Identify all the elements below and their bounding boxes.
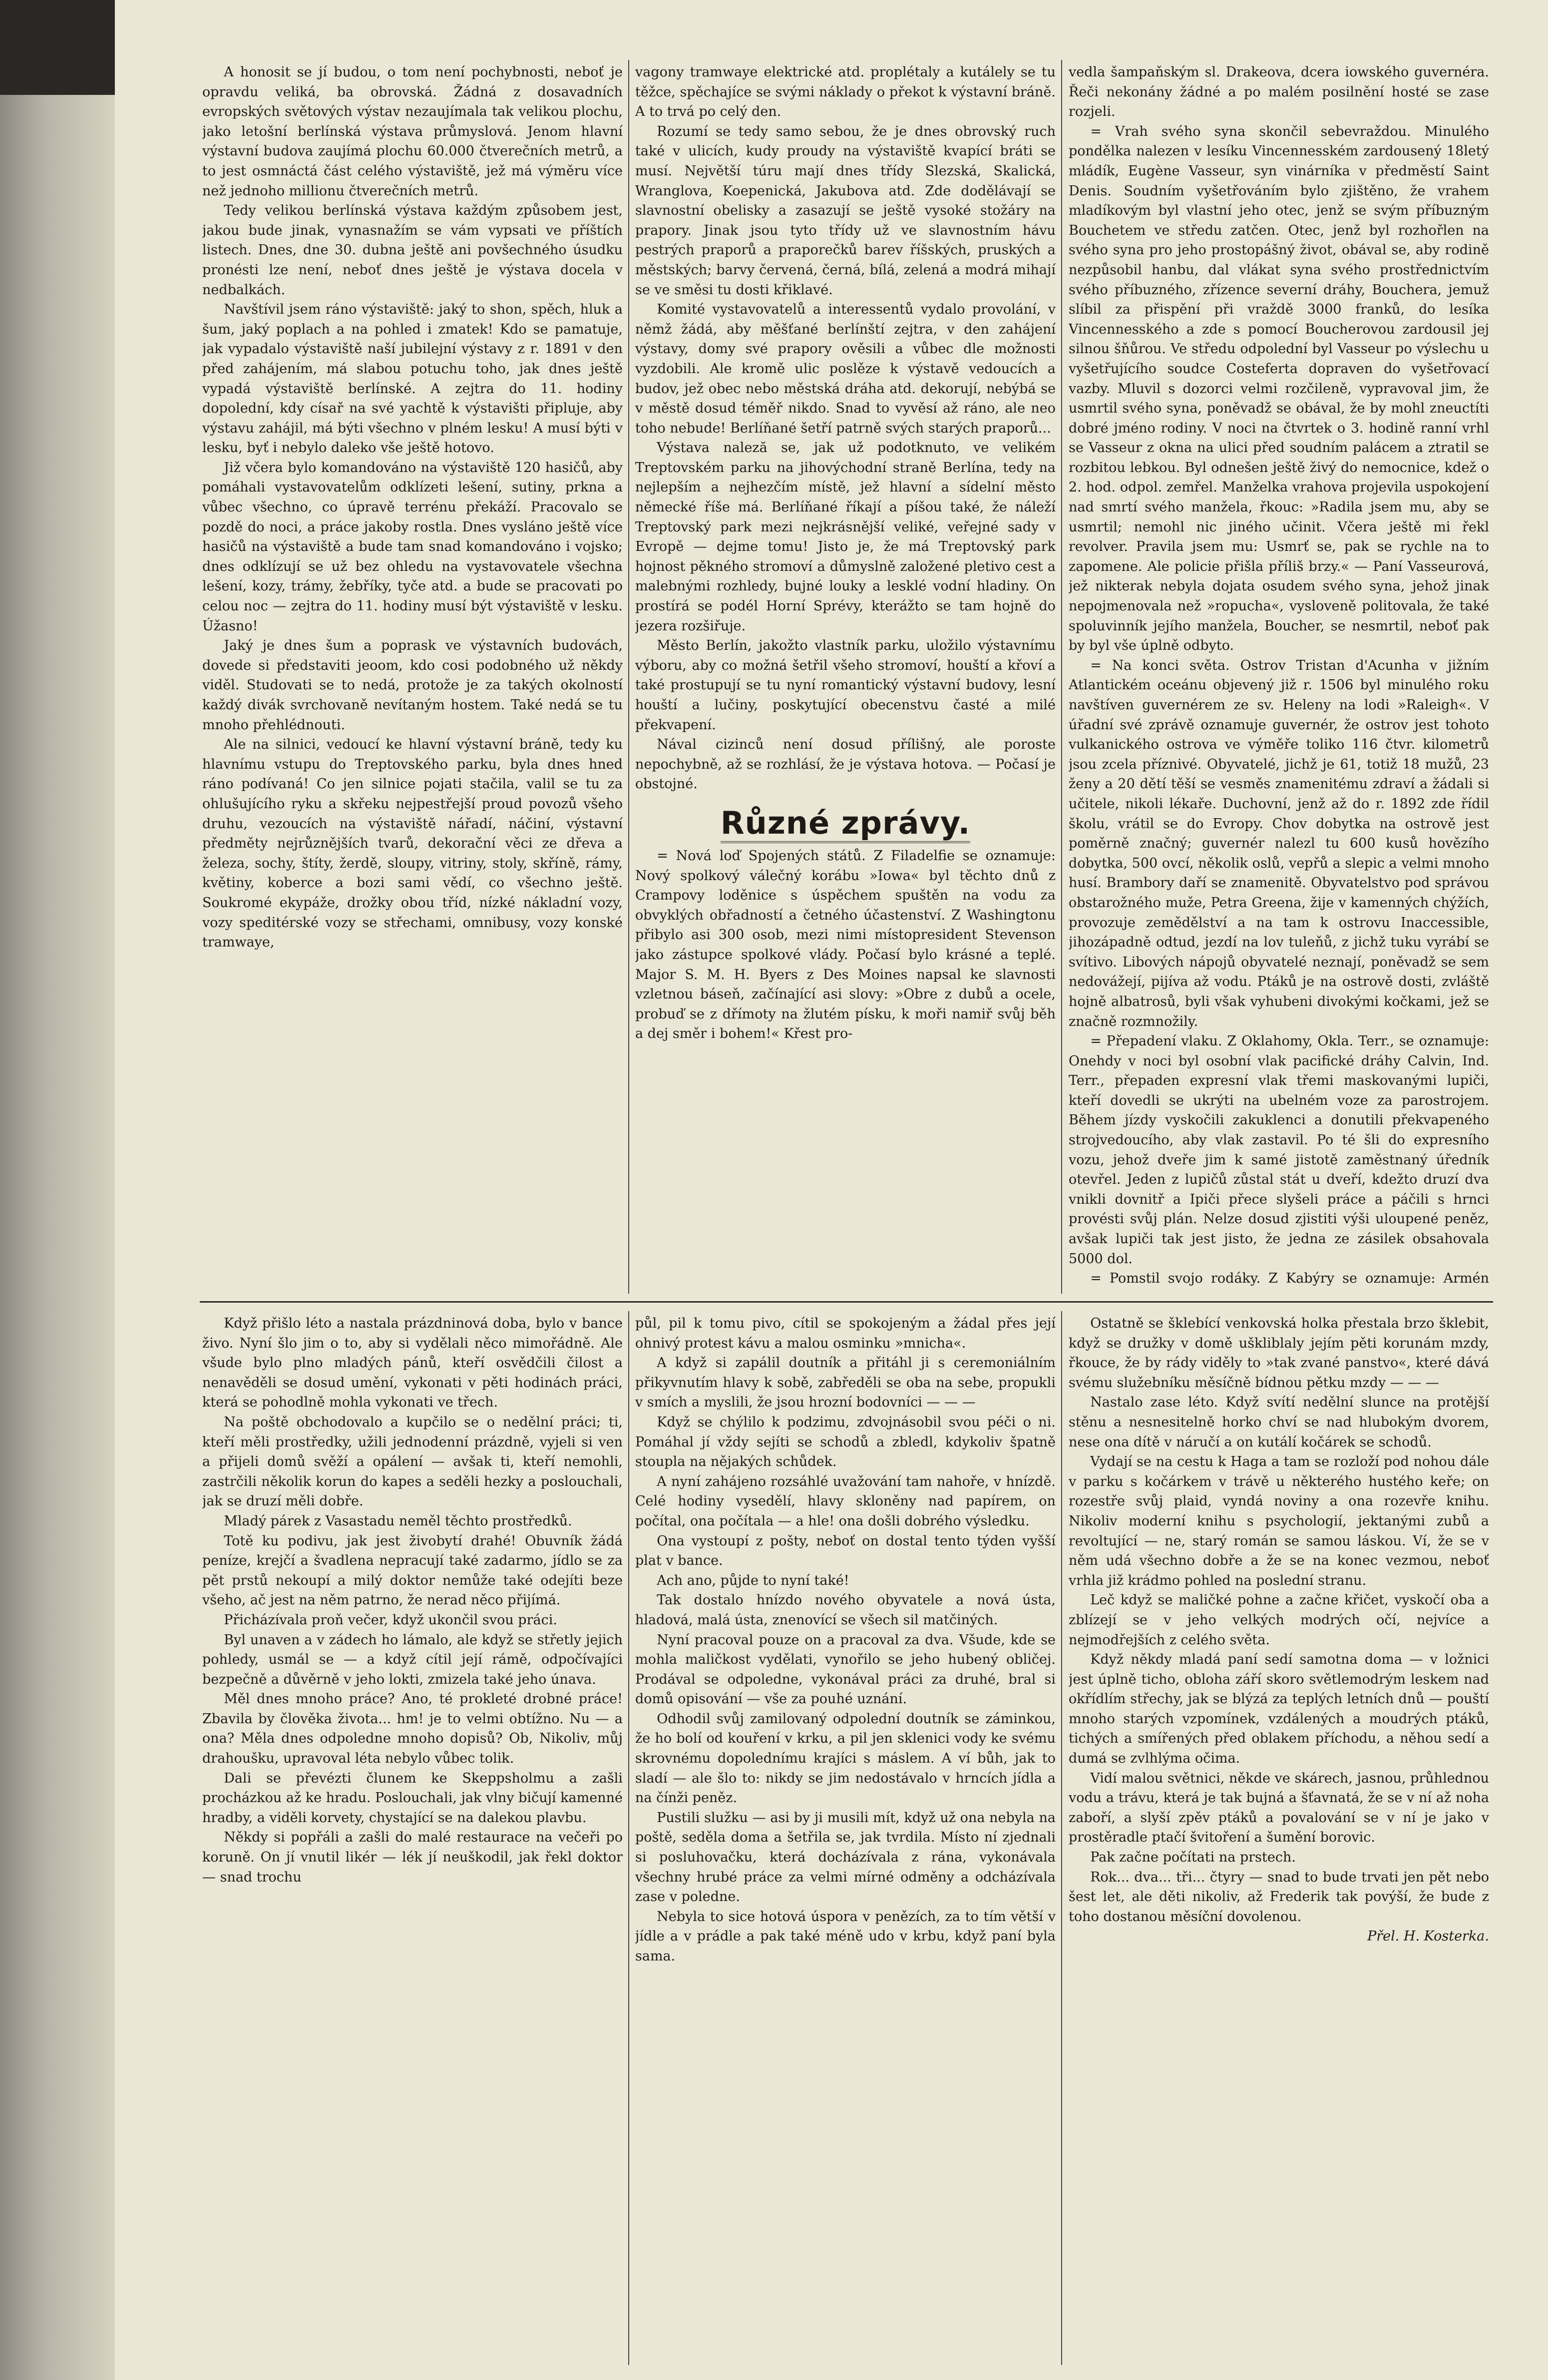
paragraph: Na poště obchodovalo a kupčilo se o nedělní práci; ti, kteří měli prostředky, užili jednodenní prázdně, vyjeli si ven a přijeli domů svěží a opálení — avšak ti, kteří nemohli, zastrčili několik korun do kapes a seděli hezky a poslouchali, jak se druzí měli dobře.	[202, 1414, 623, 1509]
book-spine	[0, 0, 115, 2380]
paragraph: Ona vystoupí z pošty, neboť on dostal tento týden vyšší plat v bance.	[635, 1533, 1056, 1569]
story-column-1	[202, 1314, 623, 2363]
paragraph: Dali se převézti člunem ke Skeppsholmu a zašli procházkou až ke hradu. Poslouchali, jak vlny bičují kamenné hradby, a viděli korvety, chystající se na dalekou plavbu.	[202, 1770, 623, 1826]
feuilleton-separator	[200, 1301, 1493, 1303]
story-column-3	[1069, 1314, 1489, 2363]
column-divider	[628, 1311, 629, 2365]
section-title: Různé zprávy.	[635, 803, 1056, 843]
paragraph: Pustili služku — asi by ji musili mít, když už ona nebyla na poště, seděla doma a šetřila se, jak tvrdila. Místo ní zjednali si posluhovačku, která docházívala z rána, vykonávala všechny hrubé práce za velmi mírné odměny a odcházívala zase v poledne.	[635, 1810, 1056, 1905]
paragraph: Když se chýlilo k podzimu, zdvojnásobil svou péči o ni. Pomáhal jí vždy sejíti se schodů a zbledl, kdykoliv špatně stoupla na nějakých schůdek.	[635, 1414, 1056, 1470]
article-column-2	[635, 62, 1056, 1291]
paragraph: Nebyla to sice hotová úspora v penězích, za to tím větší v jídle a v prádle a pak také méně udo v krbu, když paní byla sama.	[635, 1908, 1056, 1964]
paragraph: Nyní pracoval pouze on a pracoval za dva. Všude, kde se mohla maličkost vydělati, vynořilo se jeho hubený obličej. Prodával se odpoledne, vykonával práci za druhé, bral si domů opisování — vše za pouhé uznání.	[635, 1632, 1056, 1707]
paragraph: A nyní zahájeno rozsáhlé uvažování tam nahoře, v hnízdě. Celé hodiny vysedělí, hlavy skloněny nad papírem, on počítal, ona počítala — a hle! ona došli dobrého výsledku.	[635, 1473, 1056, 1529]
paragraph: Tedy velikou berlínská výstava každým způsobem jest, jakou bude jinak, vynasnažím se vám vypsati ve příštích listech. Dnes, dne 30. dubna ještě ani povšechného úsudku pronésti lze není, neboť dnes ještě je výstava docela v nedbalkách.	[202, 203, 623, 298]
column-divider	[628, 60, 629, 1294]
paragraph: A když si zapálil doutník a přitáhl ji s ceremoniálním přikyvnutím hlavy k sobě, zabředěli se oba na sebe, propukli v smích a myslili, že jsou hrozní bodovníci — — —	[635, 1355, 1056, 1411]
paragraph: = Na konci světa. Ostrov Tristan d'Acunha v jižním Atlantickém oceánu objevený již r. 1506 byl minulého roku navštíven guvernérem ze sv. Heleny na lodi »Raleigh«. V úřadní své zprávě oznamuje guvernér, že ostrov jest tohoto vulkanického ostrova ve výměře toliko 116 čtvr. kilometrů jsou zcela příznivé. Obyvatelé, jichž je 61, totiž 18 mužů, 23 ženy a 20 dětí těší se vesměs znamenitému zdraví a žádali si učitele, nikoli lékaře. Duchovní, jenž až do r. 1892 zde řídil školu, vrátil se do Evropy. Chov dobytka na ostrově jest poměrně značný; guvernér nalezl tu 600 kusů hovězího dobytka, 500 ovcí, několik oslů, vepřů a slepic a velmi mnoho husí. Brambory daří se znamenitě. Obyvatelstvo pod správou obstarožného muže, Petra Greena, žije v kamenných chýžích, provozuje zemědělství a na tam k ostrovu Inaccessible, jihozápadně odtud, jezdí na lov tuleňů, z jichž tuku vyrábí se svítivo. Libových nápojů obyvatelé neznají, poněvadž se sem nedovážejí, pijíva až vodu. Ptáků je na ostrově dosti, zvláště hojně albatrosů, byli však vyhubeni divokými kočkami, jež se značně rozmnožily.	[1069, 657, 1489, 1029]
paragraph: Když někdy mladá paní sedí samotna doma — v ložnici jest úplně ticho, obloha září skoro světlemodrým leskem nad okřídlím střechy, jak se blýzá za teplých letních dnů — pouští mnoho starých vzpomínek, vzdálených a moudrých ptáků, tichých a smířených před oblakem příchodu, a něhou sedí a dumá se zvlhlýma očima.	[1069, 1652, 1489, 1767]
book-spine-shadow	[0, 0, 115, 95]
article-column-1	[202, 62, 623, 1291]
paragraph: Nával cizinců není dosud přílišný, ale poroste nepochybně, až se rozhlásí, že je výstava hotova. — Počasí je obstojné.	[635, 737, 1056, 792]
paragraph: A honosit se jí budou, o tom není pochybnosti, neboť je opravdu veliká, ba obrovská. Žádná z dosavadních evropských světových výstav nezaujímala tak velikou plochu, jako letošní berlínská výstava průmyslová. Jenom hlavní výstavní budova zaujímá plochu 60.000 čtverečních metrů, a to jest osmnáctá část celého výstaviště, jež má výměru více než jednoho millionu čtverečních metrů.	[202, 64, 623, 199]
paragraph: Nastalo zase léto. Když svítí nedělní slunce na protější stěnu a nesnesitelně horko chví se nad hlubokým dvorem, nese ona dítě v náručí a on kutálí kočárek se schodů.	[1069, 1395, 1489, 1450]
translator-signature: Přel. H. Kosterka.	[1367, 1928, 1489, 1944]
paragraph: Byl unaven a v zádech ho lámalo, ale když se střetly jejich pohledy, usmál se — a když cítil její rámě, odpočívajíci bezpečně a důvěrně v jeho lokti, zmizela také jeho únava.	[202, 1632, 623, 1687]
paragraph: Jaký je dnes šum a poprask ve výstavních budovách, dovede si představiti jeoom, kdo cosi podobného už někdy viděl. Studovati se to nedá, protože je za takých okolností každý divák svrchovaně nevítaným hostem. Také nedá se tu mnoho přehlédnouti.	[202, 638, 623, 733]
paragraph: Vidí malou světnici, někde ve skárech, jasnou, průhlednou vodu a trávu, která je tak bujná a šťavnatá, že se v ní až noha zaboří, a slyší zpěv ptáků a povalování se v ní je jako v prostěradle ptačí švitoření a šumění borovic.	[1069, 1770, 1489, 1846]
paragraph: vedla šampaňským sl. Drakeova, dcera iowského guvernéra. Řeči nekonány žádné a po malém posilnění hosté se zase rozjeli.	[1069, 64, 1489, 120]
paragraph: Někdy si popřáli a zašli do malé restaurace na večeři po koruně. On jí vnutil likér — lék jí neuškodil, jak řekl doktor — snad trochu	[202, 1830, 623, 1885]
paragraph: Rozumí se tedy samo sebou, že je dnes obrovský ruch také v ulicích, kudy proudy na výstaviště kvapící bráti se musí. Největší túru mají dnes třídy Slezská, Skalická, Wranglova, Koepenická, Jakubova atd. Zde dodělávají se slavnostní obelisky a zasazují se ještě vysoké stožáry na prapory. Jinak jsou tyto třídy už ve slavnostním hávu pestrých praporů a praporečků barev říšských, pruských a městských; barvy červená, černá, bílá, zelená a modrá mihají se ve směsi tu dosti křiklavé.	[635, 123, 1056, 298]
paragraph: = Vrah svého syna skončil sebevraždou. Minulého pondělka nalezen v lesíku Vincennesském zardousený 18letý mládík, Eugène Vasseur, syn vinárníka v předměstí Saint Denis. Soudním vyšetřováním bylo zjištěno, že vrahem mladíkovým byl vlastní jeho otec, jenž se svým příbuzným Bouchetem ve středu zatčen. Otec, jenž byl rozhořlen na svého syna pro jeho prostopášný život, obával se, aby rodině nezpůsobil hanbu, dal vlákat syna svého prostřednictvím svého příbuzného, zřízence severní dráhy, Bouchera, jemuž slíbil za přispění při vraždě 3000 franků, do lesíka Vincennesského a zde s pomocí Boucherovou zardousil jej silnou šňůrou. Ve středu odpolední byl Vasseur po výslechu u vyšetřujícího soudce Costeferta dopraven do vyšetřovací vazby. Mluvil s dozorci velmi rozčileně, vypravoval jim, že usmrtil svého syna, poněvadž se obával, že by mohl zneuctíti dobré jméno rodiny. V noci na čtvrtek o 3. hodině ranní vrhl se Vasseur z okna na ulici před soudním palácem a ztratil se rozbitou lebkou. Byl odnešen ještě živý do nemocnice, kdež o 2. hod. odpol. zemřel. Manželka vrahova projevila uspokojení nad smrtí svého manžela, řkouc: »Radila jsem mu, aby se usmrtil; nemohl nic jiného učinit. Včera ještě mi řekl revolver. Pravila jsem mu: Usmrť se, pak se rychle na to zapomene. Ale policie přišla příliš brzy.« — Paní Vasseurová, jež nikterak nebyla dojata osudem svého syna, jehož jinak nepojmenovala než »ropucha«, vysloveně politovala, že také spoluvinník jejího manžela, Boucher, se nesmrtil, neboť pak by byl vše úplně odbyto.	[1069, 123, 1489, 654]
story-column-2	[635, 1314, 1056, 2363]
paragraph: Leč když se maličké pohne a začne křičet, vyskočí oba a zblízejí se v jeho velkých modrých očí, nejvíce a nejmodřejších z celého světa.	[1069, 1592, 1489, 1648]
paragraph: vagony tramwaye elektrické atd. proplétaly a kutálely se tu těžce, spěchajíce se svými náklady o překot k výstavní bráně. A to trvá po celý den.	[635, 64, 1056, 120]
paragraph: Pak začne počítati na prstech.	[1090, 1850, 1296, 1866]
paragraph: Rok... dva... tři... čtyry — snad to bude trvati jen pět nebo šest let, ale děti nikoliv, až Frederik tak povýší, že bude z toho dostanou měsíční dovolenou.	[1069, 1869, 1489, 1924]
paragraph: Vydají se na cestu k Haga a tam se rozloží pod nohou dále v parku s kočárkem v trávě u některého hustého keře; on rozestře svůj plaid, vyndá noviny a ona rozevře knihu. Nikoliv moderní knihu s psychologií, jektanými zubů a revoltující — ne, starý román se samou láskou. Ví, že se v něm udá všechno dobře a že se na konec vezmou, neboť vrhla již krádmo pohled na poslední stranu.	[1069, 1454, 1489, 1588]
paragraph: Měl dnes mnoho práce? Ano, té prokleté drobné práce! Zbavila by člověka života... hm! je to velmi obtížno. Nu — a ona? Měla dnes odpoledne mnoho dopisů? Ob, Nikoliv, můj drahoušku, upravoval léta nebylo vůbec tolik.	[202, 1691, 623, 1767]
news-column-3	[1069, 62, 1489, 1291]
paragraph: půl, pil k tomu pivo, cítil se spokojeným a žádal přes její ohnivý protest kávu a malou osminku »mnicha«.	[635, 1316, 1056, 1351]
paragraph: Mladý párek z Vasastadu neměl těchto prostředků.	[224, 1513, 572, 1529]
column-divider	[1061, 60, 1062, 1294]
paragraph: Totě ku podivu, jak jest živobytí drahé! Obuvník žádá peníze, krejčí a švadlena nepracují také zadarmo, jídlo se za pět prstů nekoupí a milý doktor nemůže také odejíti beze všeho, ač jest na něm patrno, že nerad něco přijímá.	[202, 1533, 623, 1608]
paragraph: Navštívil jsem ráno výstaviště: jaký to shon, spěch, hluk a šum, jaký poplach a na pohled i zmatek! Kdo se pamatuje, jak vypadalo výstaviště naší jubilejní výstavy z r. 1891 v den před zahájením, má slabou potuchu toho, jak dnes ještě vypadá výstaviště berlínské. A zejtra do 11. hodiny dopolední, kdy císař na své yachtě k výstavišti připluje, aby výstavu zahájil, má býti všechno v plném lesku! A musí býti v lesku, byť i nebylo daleko vše ještě hotovo.	[202, 302, 623, 456]
paragraph: Komité vystavovatelů a interessentů vydalo provolání, v němž žádá, aby měšťané berlínští zejtra, v den zahájení výstavy, domy své prapory ověsili a vůbec dle možnosti vyzdobili. Ale kromě ulic poslěze k výstavě vedoucích a budov, jež obec nebo městská dráha atd. dekorují, nebýbá se v městě dosud téměř nikdo. Snad to vyvěsí až ráno, ale neo toho nebude! Berlíňané šetří patrně svých starých praporů...	[635, 302, 1056, 436]
paragraph: Již včera bylo komandováno na výstaviště 120 hasičů, aby pomáhali vystavovatelům odklízeti lešení, sutiny, prkna a vůbec všechno, co úpravě terrénu překáží. Pracovalo se pozdě do noci, a práce jakoby rostla. Dnes vysláno ještě více hasičů na výstaviště a bude tam snad komandováno i vojsko; dnes odklízují se už bez ohledu na vystavovatele všechna lešení, kozy, trámy, žebříky, tyče atd. a bude se pracovati po celou noc — zejtra do 11. hodiny musí být výstaviště v lesku. Úžasno!	[202, 460, 623, 634]
paragraph: = Nová loď Spojených států. Z Filadelfie se oznamuje: Nový spolkový válečný korábu »Iowa« byl těchto dnů z Crampovy loděnice s úspěchem spuštěn na vodu za obvyklých obřadností a četného účastenství. Z Washingtonu přibylo asi 300 osob, mezi nimi místopresident Stevenson jako zástupce spolkové vlády. Počasí bylo krásné a teplé. Major S. M. H. Byers z Des Moines napsal ke slavnosti vzletnou báseň, začínající asi slovy: »Obre z dubů a ocele, probuď se z dřímoty na žlutém písku, k moři namiř svůj běh a dej směr i bohem!« Křest pro-	[635, 848, 1056, 1042]
paragraph: Ach ano, půjde to nyní také!	[657, 1572, 849, 1588]
paragraph: Ale na silnici, vedoucí ke hlavní výstavní bráně, tedy ku hlavnímu vstupu do Treptovského parku, byla dnes hned ráno podívaná! Co jen silnice pojati stačila, valil se tu za ohlušujícího ryku a skřeku nejpestřejší proud povozů všeho druhu, vezoucích na výstaviště nářadí, náčiní, výstavní předměty nejrůznějších tvarů, dekorační věci ze dřeva a železa, sochy, štíty, žerdě, sloupy, vitriny, stoly, skříně, rámy, květiny, koberce a bozi sami vědí, co všechno ještě. Soukromé ekypáže, drožky obou tříd, nízké nákladní vozy, vozy speditérské vozy se střechami, omnibusy, vozy konské tramwaye,	[202, 737, 623, 951]
paragraph: Ostatně se šklebící venkovská holka přestala brzo šklebit, když se družky v domě uškliblaly jejím pěti korunám mzdy, řkouce, že by rády viděly to »tak zvané panstvo«, které dává svému služebníku měsíčně bídnou pětku mzdy — — —	[1069, 1316, 1489, 1391]
paragraph: Tak dostalo hnízdo nového obyvatele a nová ústa, hladová, malá ústa, znenovící se všech sil matčiných.	[635, 1592, 1056, 1628]
paragraph: Odhodil svůj zamilovaný odpolední doutník se záminkou, že ho bolí od kouření v krku, a pil jen sklenici vody ke svému skrovnému dopolednímu krajíci s máslem. A ví bůh, jak to sladí — ale šlo to: nikdy se jim nedostávalo v hrncích jídla a na čínži peněz.	[635, 1711, 1056, 1806]
paragraph: = Přepadení vlaku. Z Oklahomy, Okla. Terr., se oznamuje: Onehdy v noci byl osobní vlak pacifické dráhy Calvin, Ind. Terr., přepaden expresní vlak třemi maskovanými lupiči, kteří dovedli se ukrýti na ubelném voze za parostrojem. Během jízdy vyskočili zakuklenci a donutili překvapeného strojvedoucího, aby vlak zastavil. Po té šli do expresního vozu, jehož dveře jim k samé jistotě zaměstnaný úředník otevřel. Jeden z lupičů zůstal stát u dveří, kdežto druzí dva vnikli dovnitř a Ipiči přece slyšeli práce a páčili s hrnci provésti svůj plán. Nelze dosud zjistiti výši uloupené peněz, avšak lupiči tak jest jisto, že jedna ze zásilek obsahovala 5000 dol.	[1069, 1033, 1489, 1267]
paragraph: Město Berlín, jakožto vlastník parku, uložilo výstavnímu výboru, aby co možná šetřil všeho stromoví, houští a křoví a také prostupují se tu nyní romantický výstavní budovy, lesní houští a lučiny, poskytující obecenstvu časté a milé překvapení.	[635, 638, 1056, 733]
paragraph: = Pomstil svojo rodáky. Z Kabýry se oznamuje: Armén	[1090, 1271, 1489, 1287]
paragraph: Výstava naleză se, jak už podotknuto, ve velikém Treptovském parku na jihovýchodní straně Berlína, tedy na nejlepším a nejhezčím místě, jež hlavní a sídelní město německé říše má. Berlíňané říkají a píšou také, že náleží Treptovský park mezi nejkrásnější veliké, veřejné sady v Evropě — dejme tomu! Jisto je, že má Treptovský park hojnost pěkného stromoví a důmyslně založené pletivo cest a malebnými rozhledy, bujné louky a lesklé vodní hladiny. On prostírá se podél Horní Sprévy, kterážto se tam hojně do jezera rozšiřuje.	[635, 440, 1056, 634]
paragraph: Když přišlo léto a nastala prázdninová doba, bylo v bance živo. Nyní šlo jim o to, aby si vydělali něco mimořádně. Ale všude bylo plno mladých pánů, kteří osvědčili čilost a nenavěděli se dosud umění, vykonati v pěti hodinách práci, která se pohodlně mohla vykonati ve třech.	[202, 1316, 623, 1411]
column-divider	[1061, 1311, 1062, 2365]
paragraph: Přicházívala proň večer, když ukončil svou práci.	[224, 1612, 557, 1628]
